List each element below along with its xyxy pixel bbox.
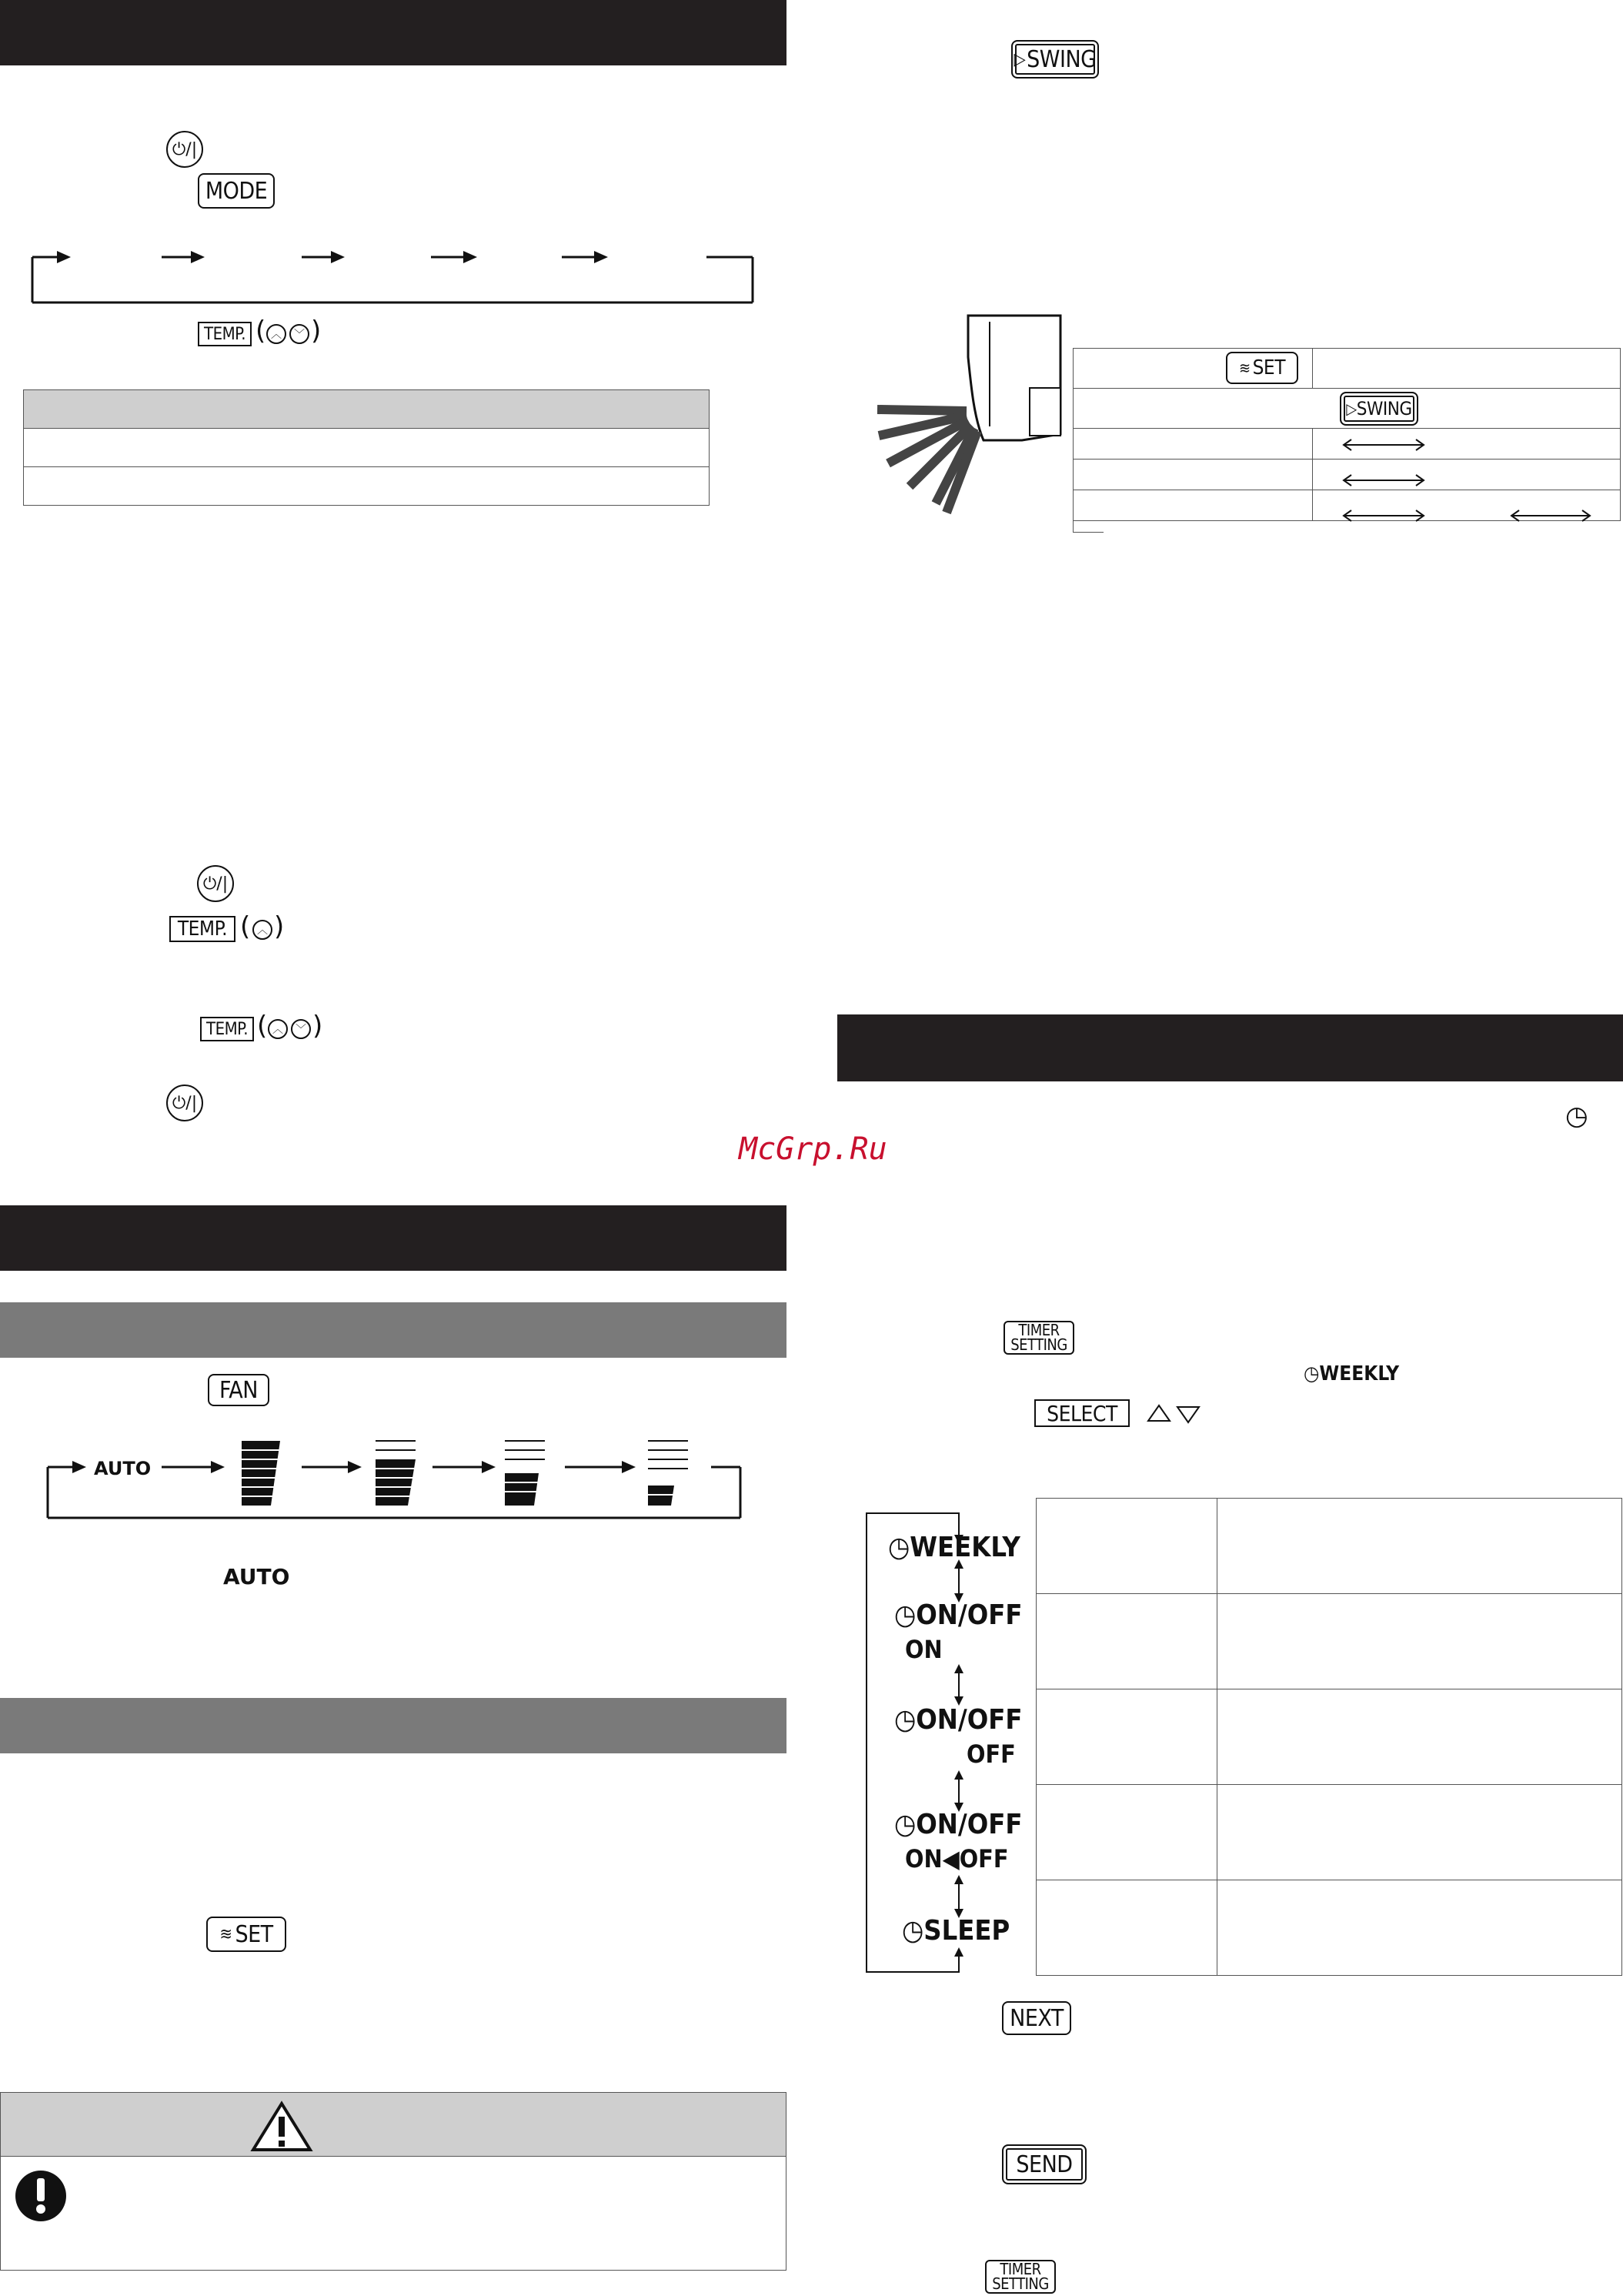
airflow-icon: ≋ bbox=[1239, 359, 1251, 377]
swing-range-arrows bbox=[1308, 428, 1621, 533]
set-button-table[interactable] bbox=[1226, 352, 1298, 384]
timer-mode-sleep bbox=[902, 1915, 1010, 1947]
power-icon: ⏻/| bbox=[172, 139, 198, 159]
header-band-timer bbox=[837, 1014, 1623, 1081]
caution-body bbox=[0, 2157, 786, 2271]
set-cell bbox=[1074, 349, 1313, 389]
timer-setting-button-2[interactable] bbox=[985, 2260, 1056, 2294]
timer-mode-on bbox=[894, 1599, 1023, 1631]
temp-key-3[interactable]: TEMP. bbox=[200, 1017, 254, 1041]
swing-button-table[interactable] bbox=[1340, 392, 1418, 426]
timer-mode-cycle-bracket bbox=[862, 1509, 1047, 1978]
down-arrow-icon[interactable]: ﹀ bbox=[289, 324, 309, 344]
subheader-band-airflow bbox=[0, 1698, 786, 1753]
mode-cycle-diagram bbox=[0, 231, 786, 316]
temp-key-2[interactable]: TEMP. bbox=[169, 916, 235, 942]
swing-button-table-label: SWING bbox=[1356, 398, 1412, 419]
timer-mode-on-off-label: ON/OFF bbox=[916, 1809, 1023, 1840]
caution-header bbox=[0, 2092, 786, 2157]
timer-clock-icon: ◷ bbox=[1565, 1101, 1588, 1131]
power-button-2[interactable] bbox=[197, 865, 234, 902]
up-arrow-icon[interactable]: ︿ bbox=[252, 920, 272, 940]
power-icon: ⏻/| bbox=[202, 874, 229, 894]
timer-clock-icon: ◷ bbox=[894, 1809, 917, 1840]
timer-clock-icon: ◷ bbox=[1304, 1362, 1320, 1385]
timer-clock-icon: ◷ bbox=[888, 1532, 910, 1563]
set-button-label: SET bbox=[235, 1920, 273, 1948]
temp-arrows-3: ( bbox=[257, 1011, 268, 1041]
temp-arrows-3-close: ) bbox=[312, 1011, 323, 1041]
temp-up-paren: ( bbox=[240, 911, 251, 942]
set-button[interactable] bbox=[206, 1917, 286, 1952]
fan-auto-text: AUTO bbox=[223, 1564, 290, 1589]
fan-button[interactable]: FAN bbox=[208, 1374, 269, 1406]
exclamation-circle-icon bbox=[14, 2169, 68, 2223]
select-button[interactable]: SELECT bbox=[1034, 1399, 1130, 1427]
timer-setting-label-2: SETTING bbox=[992, 2274, 1049, 2293]
power-button[interactable] bbox=[166, 131, 203, 168]
up-arrow-icon[interactable]: ︿ bbox=[266, 324, 286, 344]
fan-speed-cycle-diagram bbox=[0, 1439, 786, 1524]
timer-mode-off-sub: OFF bbox=[967, 1740, 1016, 1769]
timer-mode-weekly-label: WEEKLY bbox=[910, 1532, 1020, 1563]
timer-mode-table bbox=[1036, 1498, 1622, 1976]
timer-mode-on-off-sub: ON◀OFF bbox=[905, 1844, 1009, 1873]
subheader-band-fan-speed bbox=[0, 1302, 786, 1358]
timer-setting-label-1: TIMER bbox=[1018, 1321, 1060, 1339]
timer-setting-label-1: TIMER bbox=[1000, 2260, 1041, 2278]
swing-cell bbox=[1074, 389, 1621, 429]
swing-icon: ▷ bbox=[1346, 399, 1357, 418]
temp-arrows-1: ( bbox=[255, 316, 266, 346]
timer-setting-button[interactable] bbox=[1004, 1321, 1074, 1355]
header-band-top-left bbox=[0, 0, 786, 65]
weekly-indicator-label: WEEKLY bbox=[1319, 1362, 1400, 1385]
timer-mode-on-sub: ON bbox=[905, 1635, 943, 1664]
power-button-3[interactable] bbox=[166, 1085, 203, 1121]
timer-mode-sleep-label: SLEEP bbox=[923, 1915, 1010, 1947]
power-icon: ⏻/| bbox=[172, 1093, 198, 1113]
timer-mode-off bbox=[894, 1704, 1023, 1736]
timer-setting-label-2: SETTING bbox=[1010, 1335, 1067, 1354]
swing-button-label: SWING bbox=[1027, 45, 1097, 73]
timer-mode-on-label: ON/OFF bbox=[916, 1599, 1023, 1631]
timer-clock-icon: ◷ bbox=[894, 1704, 917, 1736]
watermark: McGrp.Ru bbox=[739, 1131, 887, 1167]
swing-button[interactable] bbox=[1011, 40, 1099, 79]
temp-key-1[interactable]: TEMP. bbox=[198, 322, 252, 346]
temp-up-paren-close: ) bbox=[274, 911, 285, 942]
send-button[interactable]: SEND bbox=[1002, 2144, 1087, 2184]
swing-icon: ▷ bbox=[1014, 49, 1026, 69]
select-up-down-icons bbox=[1147, 1402, 1202, 1425]
timer-mode-off-label: ON/OFF bbox=[916, 1704, 1023, 1736]
header-band-fan bbox=[0, 1205, 786, 1271]
set-button-table-label: SET bbox=[1252, 356, 1285, 379]
swing-table-indent-line bbox=[1073, 428, 1104, 533]
up-arrow-icon[interactable]: ︿ bbox=[268, 1019, 288, 1039]
airflow-icon: ≋ bbox=[219, 1924, 232, 1944]
timer-mode-on-off bbox=[894, 1809, 1023, 1840]
fan-auto-label: AUTO bbox=[94, 1458, 152, 1479]
down-arrow-icon[interactable]: ﹀ bbox=[291, 1019, 311, 1039]
timer-clock-icon: ◷ bbox=[894, 1599, 917, 1631]
warning-triangle-icon bbox=[251, 2101, 312, 2152]
temp-range-table bbox=[23, 389, 710, 506]
next-button[interactable]: NEXT bbox=[1002, 2001, 1071, 2035]
timer-mode-weekly bbox=[888, 1532, 1020, 1563]
weekly-indicator bbox=[1304, 1362, 1399, 1385]
timer-clock-icon: ◷ bbox=[902, 1915, 924, 1947]
mode-button[interactable]: MODE bbox=[198, 173, 275, 209]
temp-arrows-1-close: ) bbox=[311, 316, 322, 346]
indoor-unit-airflow-illustration bbox=[876, 311, 1076, 519]
